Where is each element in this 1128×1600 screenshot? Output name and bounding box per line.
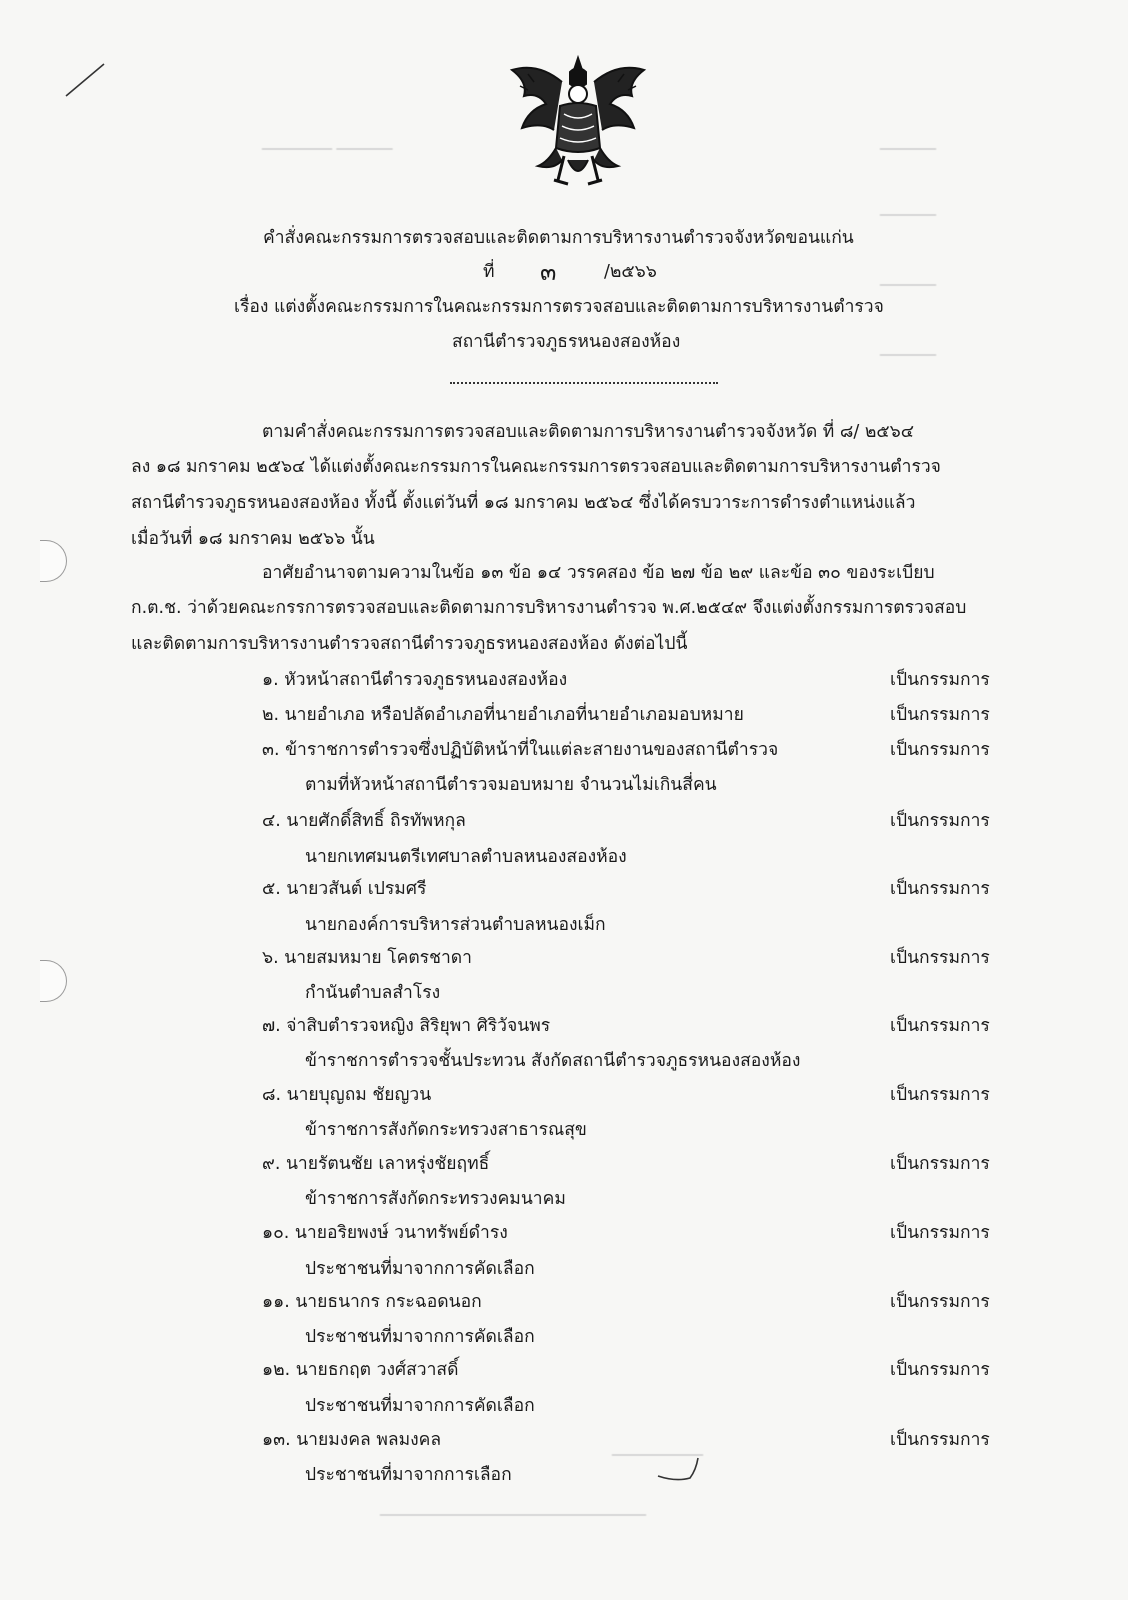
member-5-position: นายกองค์การบริหารส่วนตำบลหนองเม็ก — [305, 915, 606, 935]
member-1-role: เป็นกรรมการ — [890, 670, 990, 690]
member-5-name: ๕. นายวสันต์ เปรมศรี — [262, 879, 427, 899]
paragraph-2-line-3: และติดตามการบริหารงานตำรวจสถานีตำรวจภูธรหนองสองห้อง ดังต่อไปนี้ — [131, 634, 688, 654]
member-10-name: ๑๐. นายอริยพงษ์ วนาทรัพย์ดำรง — [262, 1223, 508, 1243]
member-10-role: เป็นกรรมการ — [890, 1223, 990, 1243]
member-6-name: ๖. นายสมหมาย โคตรชาดา — [262, 948, 472, 968]
order-number-label: ที่ — [483, 262, 495, 282]
member-7-name: ๗. จ่าสิบตำรวจหญิง สิริยุพา ศิริวัจนพร — [262, 1016, 551, 1036]
order-number-handwritten: ๓ — [540, 258, 557, 286]
member-4-role: เป็นกรรมการ — [890, 811, 990, 831]
member-11-position: ประชาชนที่มาจากการคัดเลือก — [305, 1327, 535, 1347]
member-9-name: ๙. นายรัตนชัย เลาหรุ่งชัยฤทธิ์ — [262, 1154, 490, 1174]
document-title: คำสั่งคณะกรรมการตรวจสอบและติดตามการบริหารงานตำรวจจังหวัดขอนแก่น — [263, 228, 854, 248]
member-7-position: ข้าราชการตำรวจชั้นประทวน สังกัดสถานีตำรวจภูธรหนองสองห้อง — [305, 1051, 801, 1071]
member-3-position: ตามที่หัวหน้าสถานีตำรวจมอบหมาย จำนวนไม่เกินสี่คน — [305, 775, 717, 795]
paragraph-2-line-1: อาศัยอำนาจตามความในข้อ ๑๓ ข้อ ๑๔ วรรคสอง ข้อ ๒๗ ข้อ ๒๙ และข้อ ๓๐ ของระเบียบ — [262, 563, 935, 583]
member-11-role: เป็นกรรมการ — [890, 1292, 990, 1312]
paragraph-1-line-2: ลง ๑๘ มกราคม ๒๕๖๔ ได้แต่งตั้งคณะกรรมการในคณะกรรมการตรวจสอบและติดตามการบริหารงานตำรวจ — [131, 457, 941, 477]
pen-mark-icon — [656, 1450, 706, 1490]
member-10-position: ประชาชนที่มาจากการคัดเลือก — [305, 1259, 535, 1279]
member-9-position: ข้าราชการสังกัดกระทรวงคมนาคม — [305, 1189, 566, 1209]
subject-line-2: สถานีตำรวจภูธรหนองสองห้อง — [452, 332, 681, 352]
bleed-through-text: ______________________________________ — [380, 1500, 646, 1516]
member-8-name: ๘. นายบุญถม ชัยญวน — [262, 1085, 432, 1105]
member-13-role: เป็นกรรมการ — [890, 1430, 990, 1450]
bleed-through-text: _____________ — [612, 1440, 703, 1456]
subject-line-1: เรื่อง แต่งตั้งคณะกรรมการในคณะกรรมการตรวจสอบและติดตามการบริหารงานตำรวจ — [234, 297, 884, 317]
bleed-through-text: ________ — [880, 200, 936, 216]
bleed-through-text: __________ ________ — [262, 134, 393, 150]
member-12-position: ประชาชนที่มาจากการคัดเลือก — [305, 1396, 535, 1416]
member-7-role: เป็นกรรมการ — [890, 1016, 990, 1036]
member-8-position: ข้าราชการสังกัดกระทรวงสาธารณสุข — [305, 1120, 587, 1140]
paragraph-2-line-2: ก.ต.ช. ว่าด้วยคณะกรรการตรวจสอบและติดตามการบริหารงานตำรวจ พ.ศ.๒๕๔๙ จึงแต่งตั้งกรรมการตรวจสอบ — [131, 598, 967, 618]
member-13-name: ๑๓. นายมงคล พลมงคล — [262, 1430, 442, 1450]
member-13-position: ประชาชนที่มาจากการเลือก — [305, 1465, 512, 1485]
member-4-name: ๔. นายศักดิ์สิทธิ์ ถิรทัพหกุล — [262, 811, 466, 831]
pen-mark-icon — [60, 60, 110, 100]
member-1-name: ๑. หัวหน้าสถานีตำรวจภูธรหนองสองห้อง — [262, 670, 568, 690]
member-8-role: เป็นกรรมการ — [890, 1085, 990, 1105]
bleed-through-text: ________ — [880, 134, 936, 150]
member-6-role: เป็นกรรมการ — [890, 948, 990, 968]
member-2-role: เป็นกรรมการ — [890, 705, 990, 725]
paragraph-1-line-3: สถานีตำรวจภูธรหนองสองห้อง ทั้งนี้ ตั้งแต่วันที่ ๑๘ มกราคม ๒๕๖๔ ซึ่งได้ครบวาระการดำรงตำแหน่งแล้ว — [131, 493, 916, 513]
member-4-position: นายกเทศมนตรีเทศบาลตำบลหนองสองห้อง — [305, 847, 627, 867]
punch-hole-icon — [40, 540, 67, 582]
member-9-role: เป็นกรรมการ — [890, 1154, 990, 1174]
member-12-role: เป็นกรรมการ — [890, 1360, 990, 1380]
member-2-name: ๒. นายอำเภอ หรือปลัดอำเภอที่นายอำเภอที่นายอำเภอมอบหมาย — [262, 705, 744, 725]
order-number-year: /๒๕๖๖ — [604, 262, 657, 282]
member-6-position: กำนันตำบลสำโรง — [305, 983, 441, 1003]
member-3-name: ๓. ข้าราชการตำรวจซึ่งปฏิบัติหน้าที่ในแต่ละสายงานของสถานีตำรวจ — [262, 740, 779, 760]
garuda-emblem-icon — [498, 52, 658, 198]
paragraph-1-line-1: ตามคำสั่งคณะกรรมการตรวจสอบและติดตามการบริหารงานตำรวจจังหวัด ที่ ๘/ ๒๕๖๔ — [262, 422, 914, 442]
punch-hole-icon — [40, 960, 67, 1002]
member-5-role: เป็นกรรมการ — [890, 879, 990, 899]
member-3-role: เป็นกรรมการ — [890, 740, 990, 760]
bleed-through-text: ________ — [880, 270, 936, 286]
dotted-separator — [450, 382, 718, 384]
member-12-name: ๑๒. นายธกฤต วงศ์สวาสดิ์ — [262, 1360, 459, 1380]
paragraph-1-line-4: เมื่อวันที่ ๑๘ มกราคม ๒๕๖๖ นั้น — [131, 529, 375, 549]
bleed-through-text: ________ — [880, 340, 936, 356]
member-11-name: ๑๑. นายธนากร กระฉอดนอก — [262, 1292, 482, 1312]
